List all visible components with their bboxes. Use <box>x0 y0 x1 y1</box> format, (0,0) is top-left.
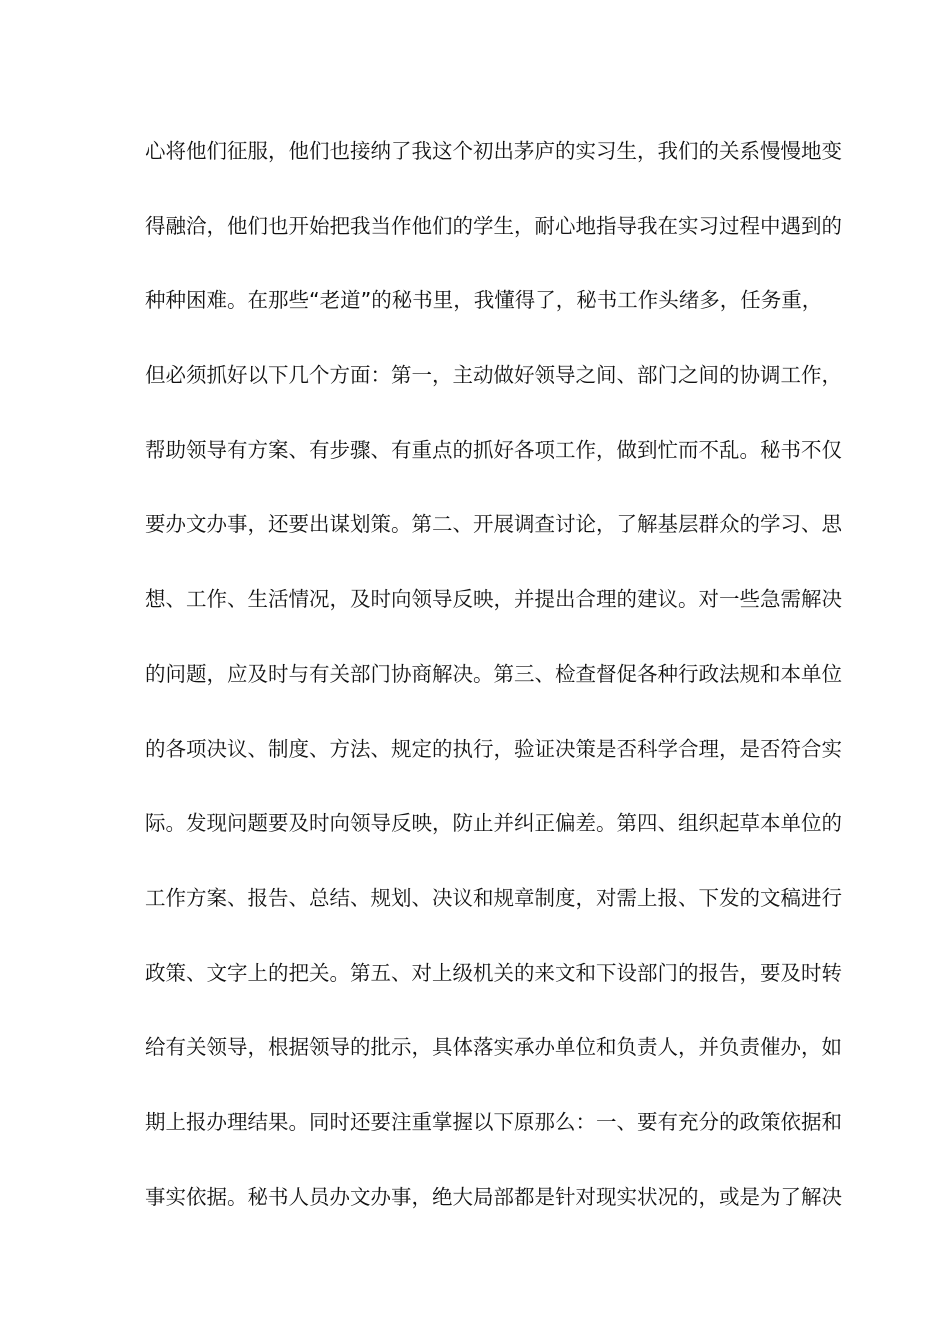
text-line: 要办文办事，还要出谋划策。第二、开展调查讨论，了解基层群众的学习、思 <box>145 512 842 537</box>
text-line: 心将他们征服，他们也接纳了我这个初出茅庐的实习生，我们的关系慢慢地变 <box>145 139 842 163</box>
text-line: 种种困难。在那些“老道”的秘书里，我懂得了，秘书工作头绪多，任务重， <box>145 288 823 313</box>
text-line: 际。发现问题要及时向领导反映，防止并纠正偏差。第四、组织起草本单位的 <box>145 811 842 836</box>
text-line: 的各项决议、制度、方法、规定的执行，验证决策是否科学合理，是否符合实 <box>145 736 842 761</box>
text-line: 得融洽，他们也开始把我当作他们的学生，耐心地指导我在实习过程中遇到的 <box>145 213 842 238</box>
text-line: 期上报办理结果。同时还要注重掌握以下原那么：一、要有充分的政策依据和 <box>145 1109 842 1134</box>
text-line: 的问题，应及时与有关部门协商解决。第三、检查督促各种行政法规和本单位 <box>145 661 842 686</box>
text-line: 帮助领导有方案、有步骤、有重点的抓好各项工作，做到忙而不乱。秘书不仅 <box>145 437 842 462</box>
text-line: 工作方案、报告、总结、规划、决议和规章制度，对需上报、下发的文稿进行 <box>145 885 842 910</box>
text-line: 想、工作、生活情况，及时向领导反映，并提出合理的建议。对一些急需解决 <box>145 587 842 612</box>
text-line: 事实依据。秘书人员办文办事，绝大局部都是针对现实状况的，或是为了解决 <box>145 1184 842 1209</box>
body-text <box>145 128 842 1248</box>
text-line: 政策、文字上的把关。第五、对上级机关的来文和下设部门的报告，要及时转 <box>145 960 842 985</box>
text-line: 但必须抓好以下几个方面：第一，主动做好领导之间、部门之间的协调工作， <box>145 363 842 388</box>
text-line: 给有关领导，根据领导的批示，具体落实承办单位和负责人，并负责催办，如 <box>145 1035 842 1060</box>
